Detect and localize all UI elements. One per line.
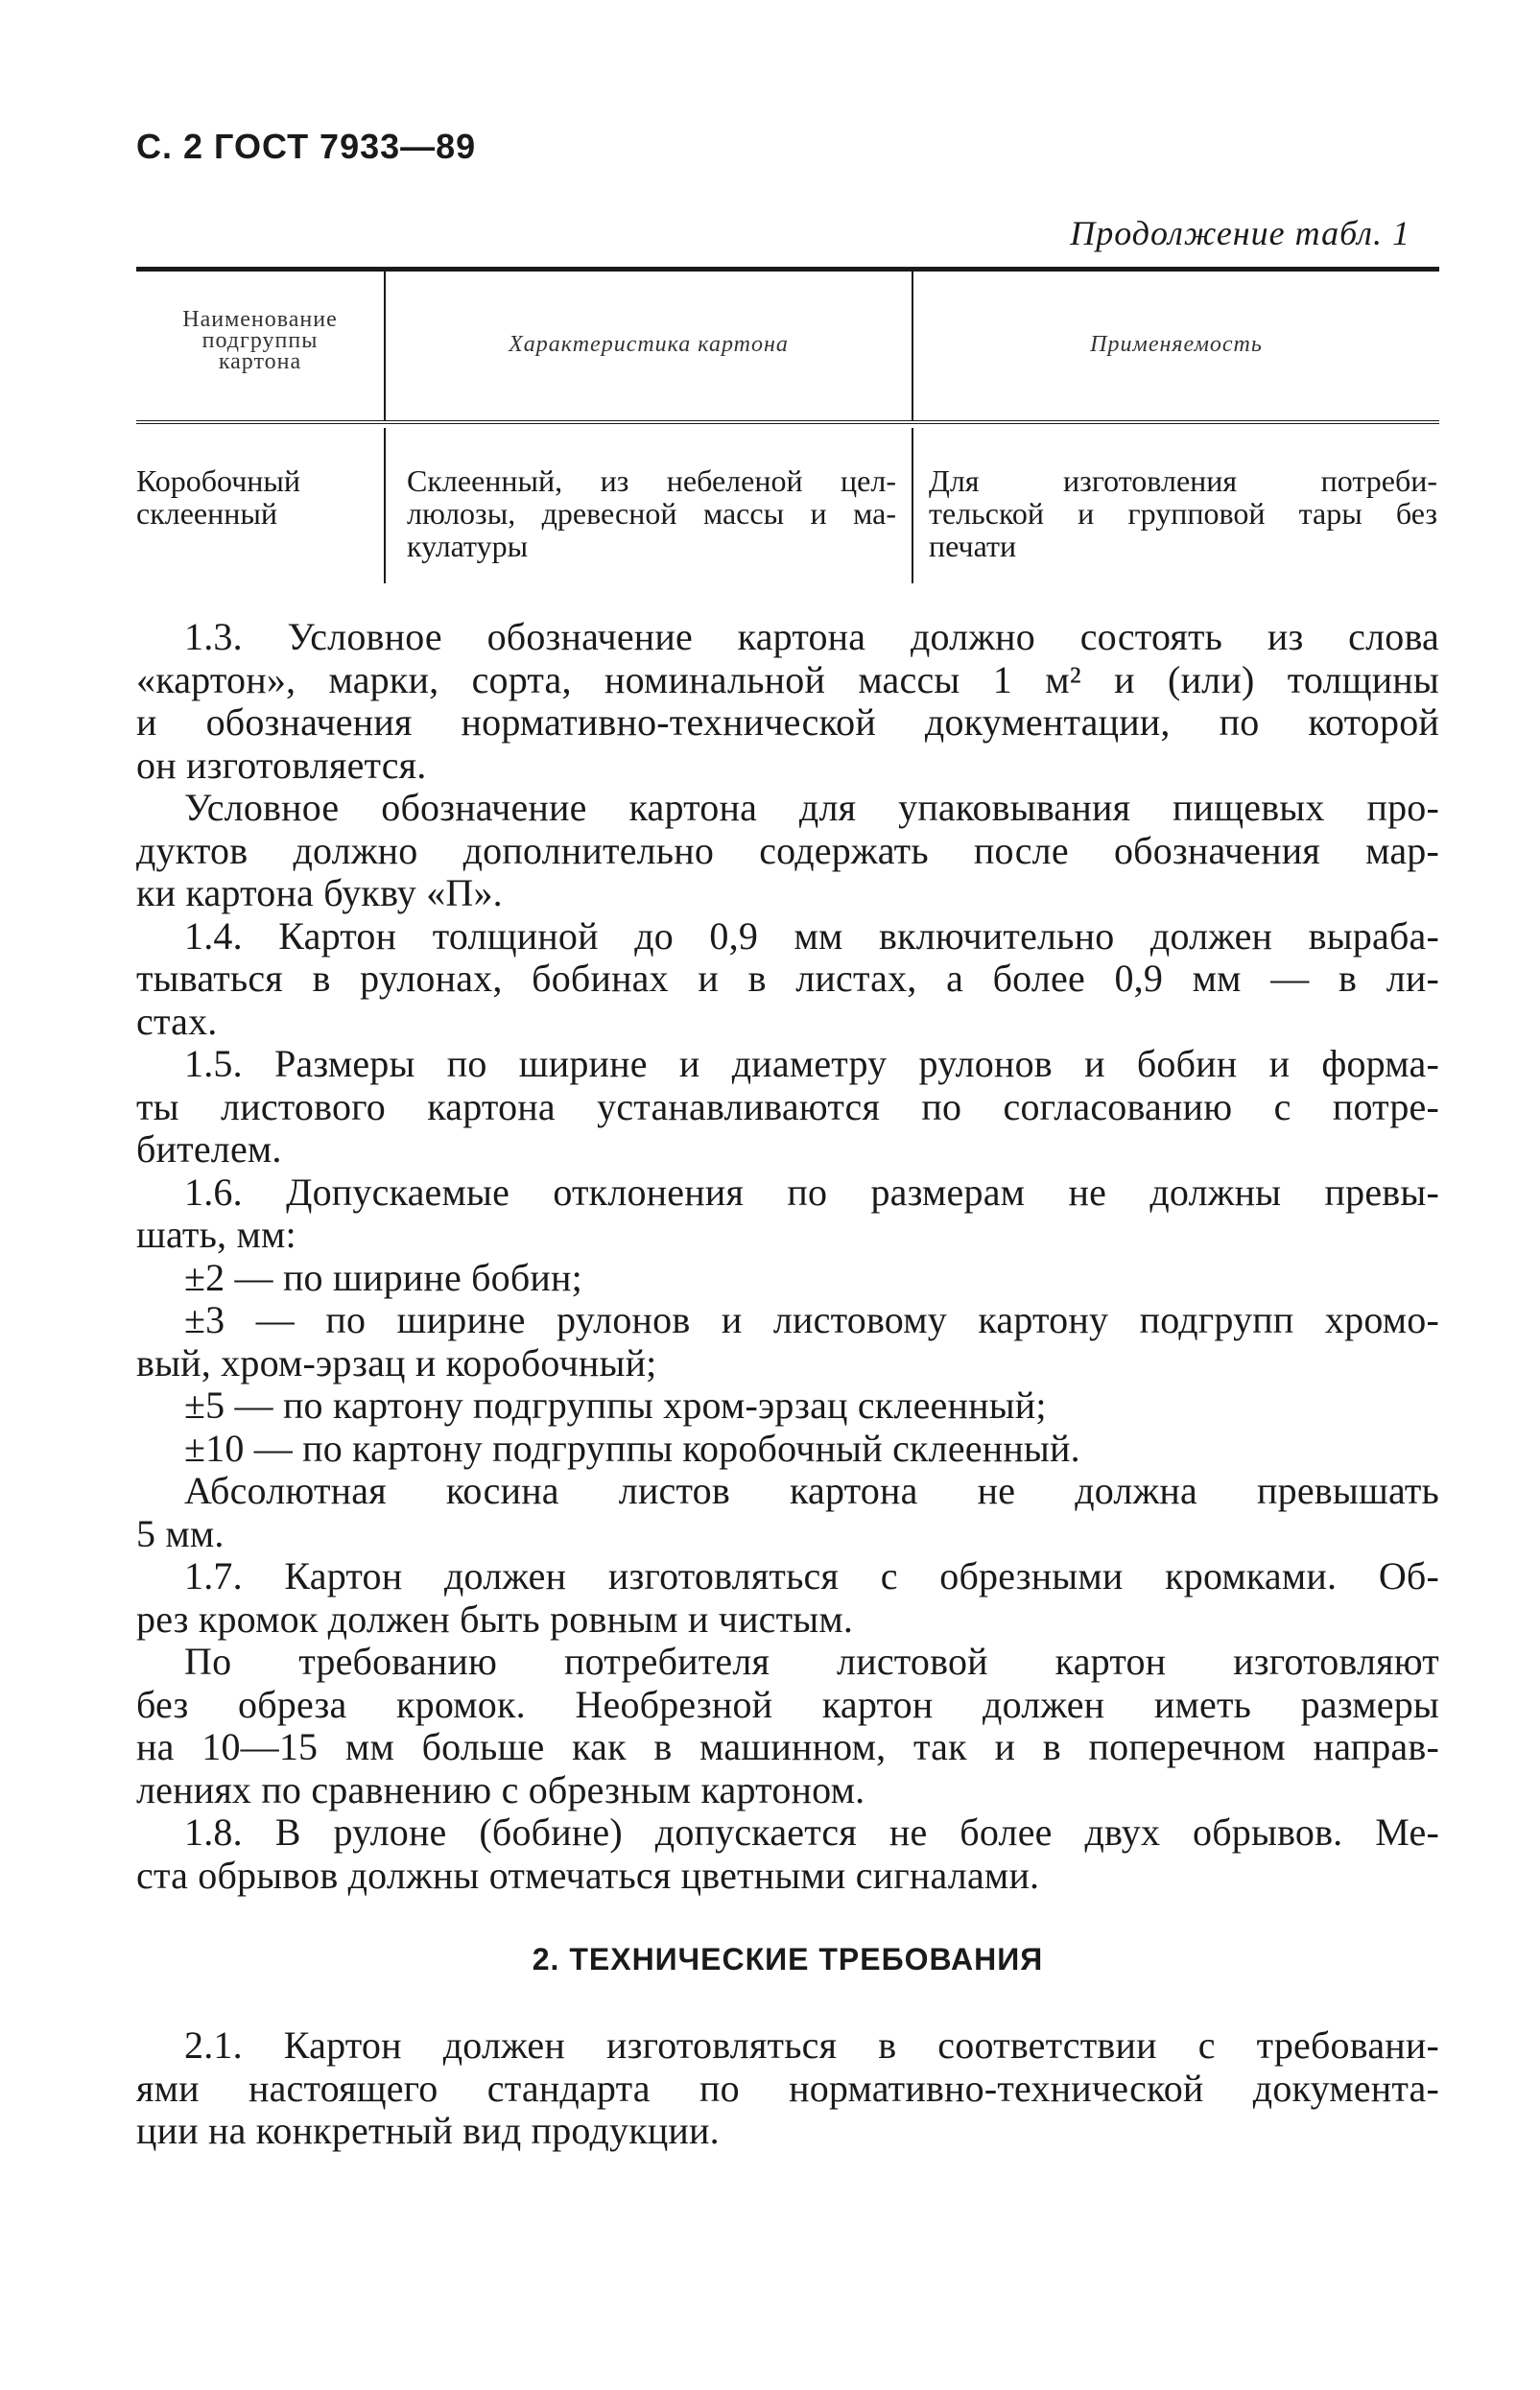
paragraph xyxy=(136,1043,1439,1171)
body-text xyxy=(136,616,1439,1897)
paragraph xyxy=(136,1384,1439,1428)
paragraph-line: ста обрывов должны отмечаться цветными сигналами. xyxy=(136,1853,1040,1897)
paragraph xyxy=(136,616,1439,787)
paragraph xyxy=(136,787,1439,915)
paragraph-line: ты листового картона устанавливаются по согласованию с потре- xyxy=(136,1084,1439,1128)
cell-line: Коробочный xyxy=(136,463,301,498)
paragraph-line: 2.1. Картон должен изготовляться в соответствии с требовани- xyxy=(184,2023,1439,2067)
paragraph-line: ями настоящего стандарта по нормативно-технической документа- xyxy=(136,2066,1439,2110)
paragraph xyxy=(136,1811,1439,1897)
cell-line: тельской и групповой тары без xyxy=(929,496,1437,531)
paragraph-line: ции на конкретный вид продукции. xyxy=(136,2109,720,2152)
paragraph-line: бителем. xyxy=(136,1127,282,1171)
paragraph-line: стах. xyxy=(136,999,218,1043)
paragraph-line: 1.6. Допускаемые отклонения по размерам не должны превы- xyxy=(184,1170,1439,1214)
paragraph-line: «картон», марки, сорта, номинальной массы 1 м² и (или) толщины xyxy=(136,657,1439,701)
continuation-table xyxy=(136,267,1439,583)
paragraph-line: 1.3. Условное обозначение картона должно состоять из слова xyxy=(184,615,1439,658)
table-cell-subgroup xyxy=(136,464,376,530)
paragraph-line: 1.4. Картон толщиной до 0,9 мм включительно должен выраба- xyxy=(184,913,1439,958)
table-header-application xyxy=(913,334,1439,355)
table-top-rule xyxy=(136,267,1439,272)
paragraph-line: и обозначения нормативно-технической документации, по которой xyxy=(136,700,1439,744)
paragraph-line: он изготовляется. xyxy=(136,743,427,787)
paragraph xyxy=(136,915,1439,1044)
cell-line: кулатуры xyxy=(407,529,529,563)
paragraph-line: без обреза кромок. Необрезной картон должен иметь размеры xyxy=(136,1682,1439,1726)
paragraph-line: ±10 — по картону подгруппы коробочный склеенный. xyxy=(184,1426,1080,1470)
paragraph-line: ±2 — по ширине бобин; xyxy=(184,1255,582,1299)
paragraph-line: Абсолютная косина листов картона не должна превышать xyxy=(184,1469,1439,1512)
header-line: подгруппы xyxy=(201,328,319,353)
paragraph-line: 1.5. Размеры по ширине и диаметру рулонов и бобин и форма- xyxy=(184,1042,1439,1085)
cell-line: люлозы, древесной массы и ма- xyxy=(407,496,896,531)
paragraph-line: Условное обозначение картона для упаковывания пищевых про- xyxy=(184,786,1439,829)
paragraph xyxy=(136,1428,1439,1471)
paragraph xyxy=(136,1299,1439,1384)
paragraph-line: тываться в рулонах, бобинах и в листах, а более 0,9 мм — в ли- xyxy=(136,957,1439,1000)
paragraph-line: рез кромок должен быть ровным и чистым. xyxy=(136,1597,854,1641)
header-line: Характеристика картона xyxy=(509,332,789,357)
paragraph-line: 1.8. В рулоне (бобине) допускается не более двух обрывов. Ме- xyxy=(184,1810,1439,1854)
paragraph xyxy=(136,1641,1439,1811)
paragraph xyxy=(136,1470,1439,1555)
cell-line: печати xyxy=(929,529,1017,563)
paragraph-line: 1.7. Картон должен изготовляться с обрезными кромками. Об- xyxy=(184,1554,1439,1597)
cell-line: Для изготовления потреби- xyxy=(929,463,1437,498)
paragraph xyxy=(136,1171,1439,1257)
table-header-characteristic xyxy=(386,334,912,355)
paragraph-line: дуктов должно дополнительно содержать после обозначения мар- xyxy=(136,828,1439,872)
paragraph xyxy=(136,2024,1439,2153)
paragraph-line: вый, хром-эрзац и коробочный; xyxy=(136,1340,657,1384)
page-header: С. 2 ГОСТ 7933—89 xyxy=(136,127,477,166)
paragraph-line: ки картона букву «П». xyxy=(136,871,503,914)
paragraph-line: шать, мм: xyxy=(136,1213,296,1256)
table-cell-characteristic xyxy=(407,464,896,562)
header-line: Наименование xyxy=(182,307,338,332)
paragraph xyxy=(136,1555,1439,1641)
table-caption: Продолжение табл. 1 xyxy=(1070,214,1410,252)
cell-line: Склеенный, из небеленой цел- xyxy=(407,463,896,498)
section-heading: 2. ТЕХНИЧЕСКИЕ ТРЕБОВАНИЯ xyxy=(532,1942,1044,1976)
paragraph-line: лениях по сравнению с обрезным картоном. xyxy=(136,1767,865,1811)
table-column-divider xyxy=(912,428,913,583)
table-cell-application xyxy=(929,464,1437,562)
paragraph-line: на 10—15 мм больше как в машинном, так и в поперечном направ- xyxy=(136,1725,1439,1768)
paragraph xyxy=(136,1257,1439,1300)
header-line: Применяемость xyxy=(1090,332,1263,357)
paragraph-line: ±5 — по картону подгруппы хром-эрзац склеенный; xyxy=(184,1384,1047,1427)
paragraph-line: ±3 — по ширине рулонов и листовому картону подгрупп хромо- xyxy=(184,1298,1439,1341)
header-line: картона xyxy=(218,349,302,374)
table-column-divider xyxy=(384,428,386,583)
section-body-text xyxy=(136,2024,1439,2153)
paragraph-line: 5 мм. xyxy=(136,1511,225,1555)
paragraph-line: По требованию потребителя листовой картон изготовляют xyxy=(184,1640,1439,1683)
cell-line: склеенный xyxy=(136,496,277,531)
table-header-rule xyxy=(136,420,1439,424)
table-header-subgroup xyxy=(136,309,384,372)
